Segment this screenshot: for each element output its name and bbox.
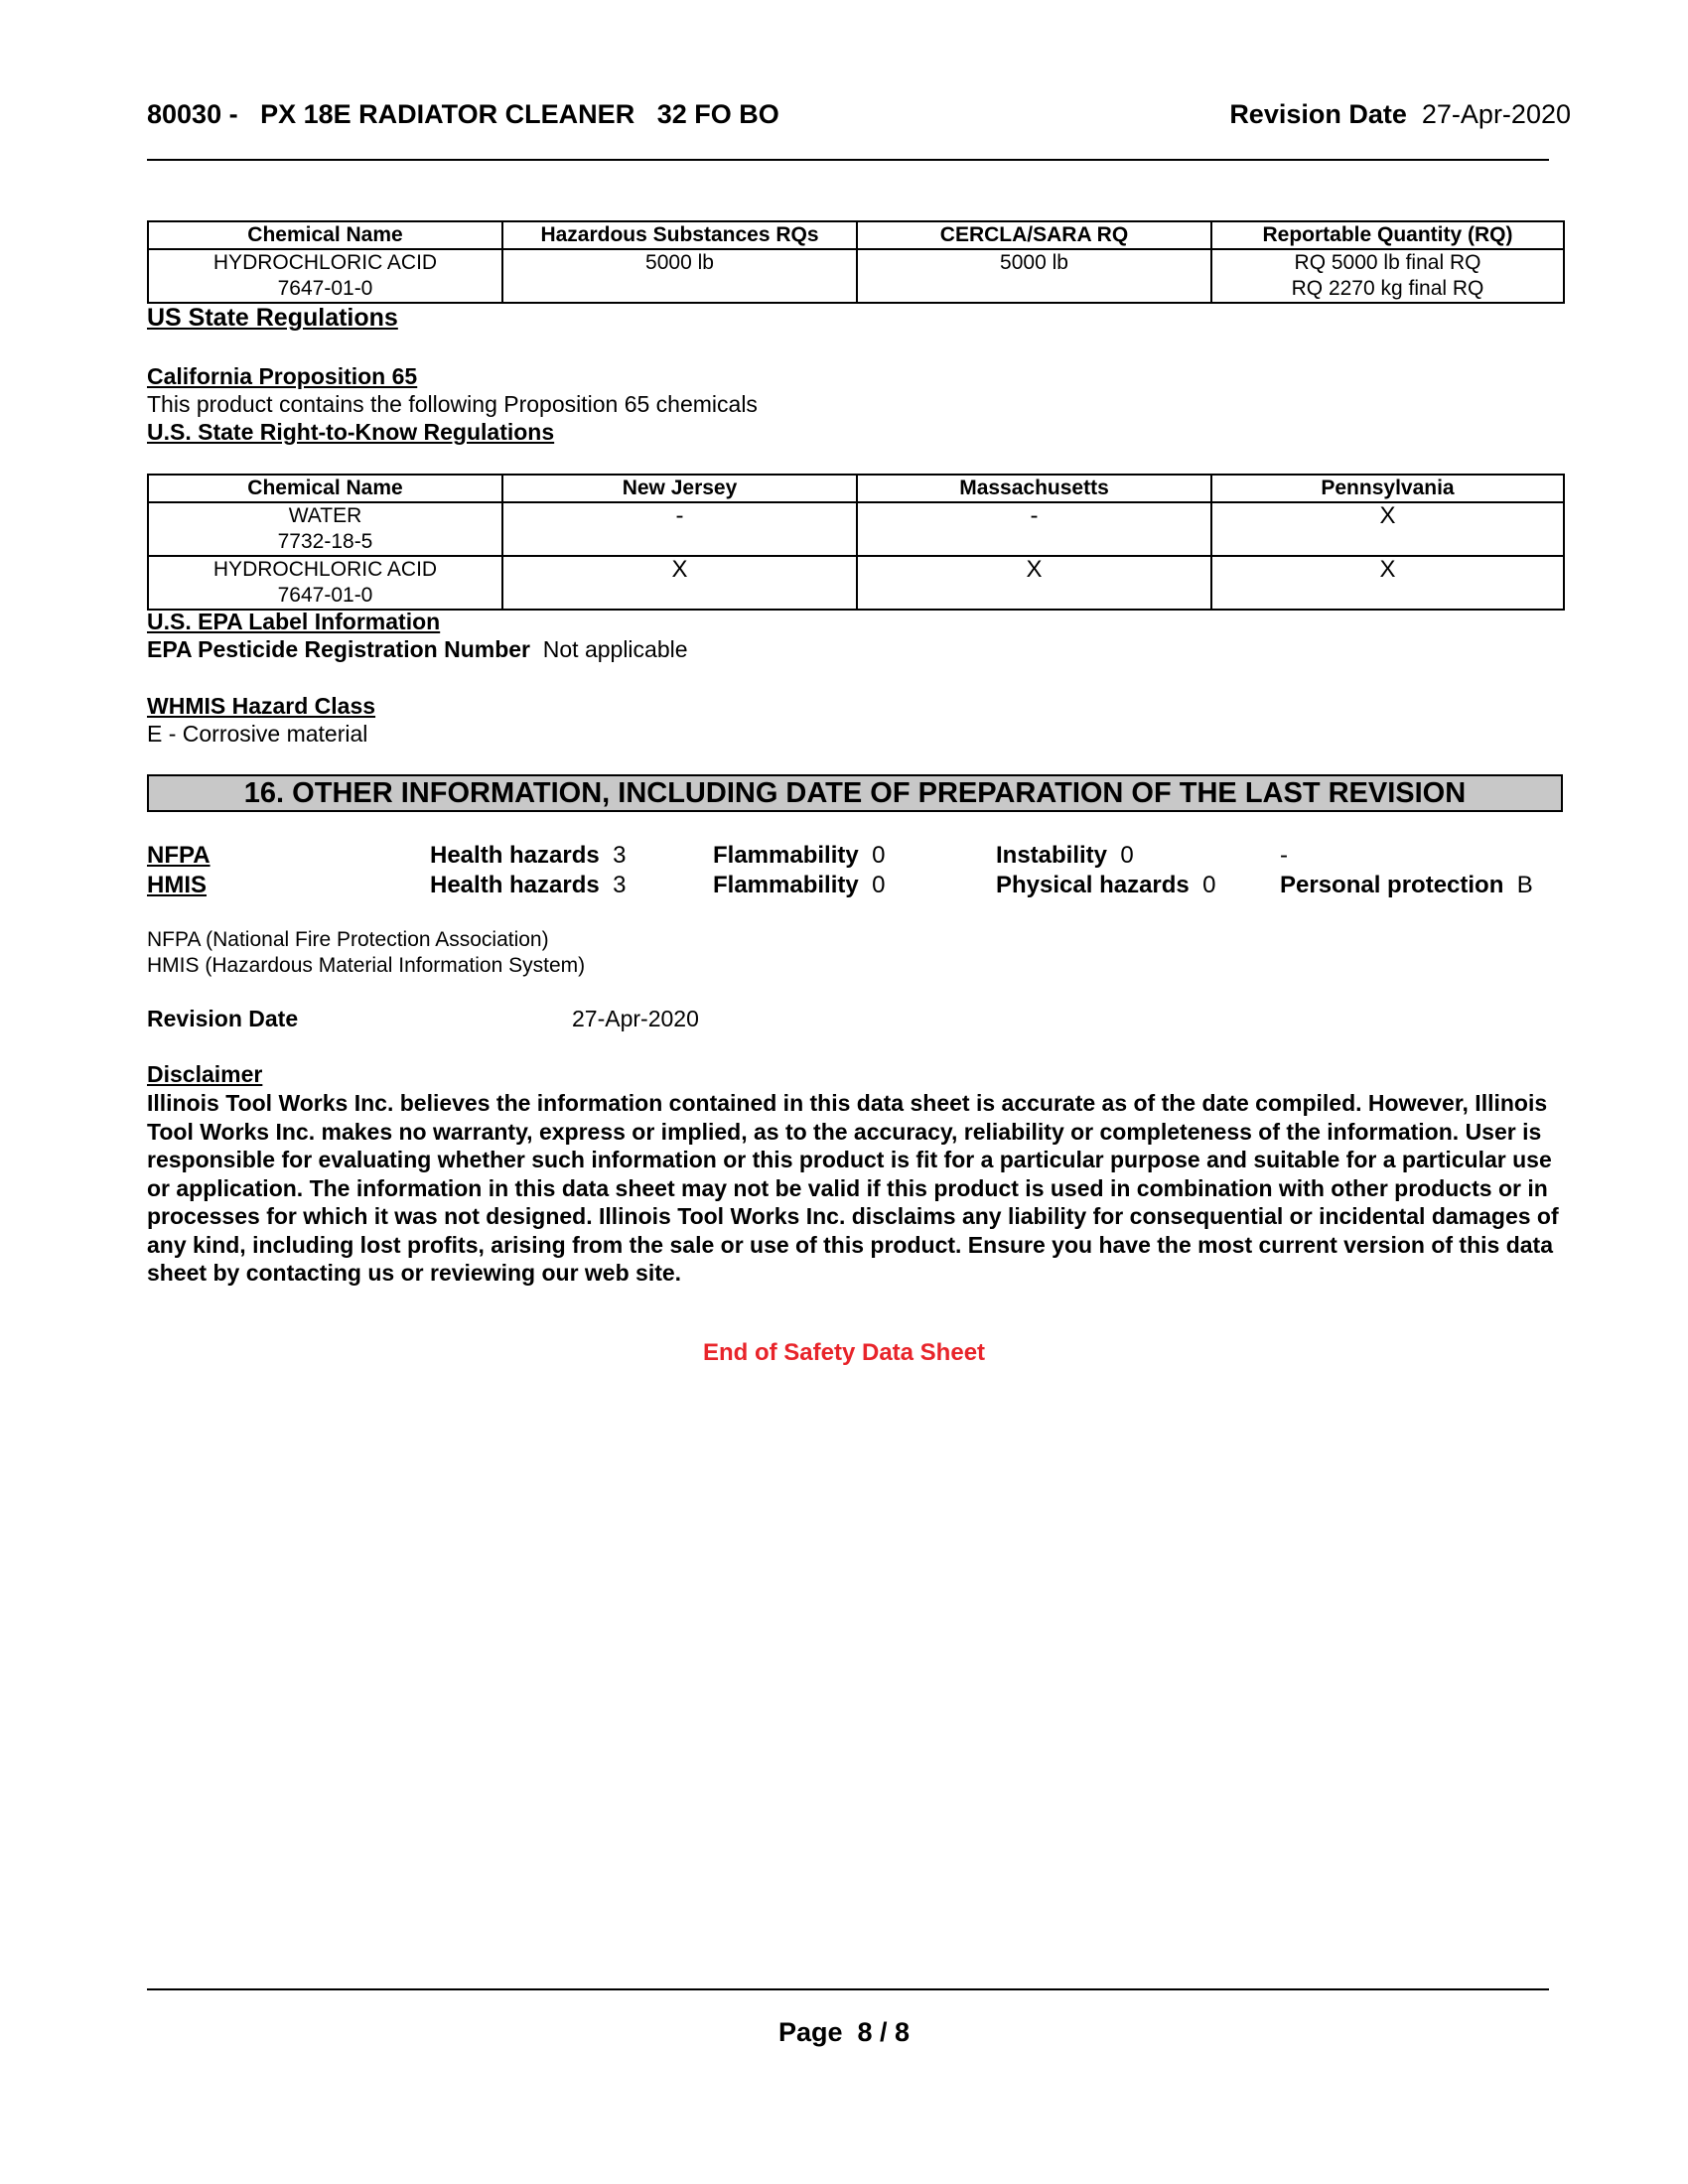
right-to-know-title: U.S. State Right-to-Know Regulations — [147, 419, 555, 445]
massachusetts-cell: X — [857, 556, 1211, 610]
nfpa-definition: NFPA (National Fire Protection Association) — [147, 928, 549, 951]
header-rule — [147, 159, 1549, 161]
reportable-quantity-table — [147, 220, 1565, 304]
hmis-personal-protection: Personal protection B — [1280, 872, 1533, 898]
product-name: PX 18E RADIATOR CLEANER 32 FO BO — [260, 99, 779, 129]
end-of-sheet: End of Safety Data Sheet — [702, 1339, 986, 1366]
prop65-text: This product contains the following Proposition 65 chemicals — [147, 391, 758, 417]
table-row — [148, 556, 1564, 610]
document-header-product — [147, 99, 779, 130]
chemical-name-cell: HYDROCHLORIC ACID 7647-01-0 — [148, 249, 502, 303]
column-header: Massachusetts — [857, 475, 1211, 502]
reportable-quantity-cell: RQ 5000 lb final RQ RQ 2270 kg final RQ — [1211, 249, 1564, 303]
hmis-physical: Physical hazards 0 — [996, 872, 1216, 898]
nfpa-extra: - — [1280, 842, 1288, 869]
whmis-title: WHMIS Hazard Class — [147, 693, 376, 719]
document-header-revision — [1229, 99, 1571, 130]
column-header: Chemical Name — [148, 221, 502, 249]
nfpa-health: Health hazards 3 — [430, 842, 627, 869]
revision-date-value: 27-Apr-2020 — [1421, 99, 1571, 129]
column-header: CERCLA/SARA RQ — [857, 221, 1211, 249]
epa-registration — [147, 636, 688, 663]
product-code: 80030 — [147, 99, 222, 129]
pennsylvania-cell: X — [1211, 502, 1564, 556]
nfpa-label: NFPA — [147, 842, 211, 869]
chemical-name-cell: HYDROCHLORIC ACID 7647-01-0 — [148, 556, 502, 610]
disclaimer-title: Disclaimer — [147, 1061, 263, 1087]
revision-date-label-2: Revision Date — [147, 1006, 299, 1031]
page-number: Page 8 / 8 — [777, 2017, 911, 2047]
table-header-row — [148, 475, 1564, 502]
revision-date-label: Revision Date — [1229, 99, 1407, 129]
epa-registration-value: Not applicable — [542, 636, 688, 662]
header-separator: - — [228, 99, 238, 129]
table-row — [148, 502, 1564, 556]
table-row — [148, 249, 1564, 303]
new-jersey-cell: X — [502, 556, 857, 610]
whmis-value: E - Corrosive material — [147, 721, 368, 747]
hmis-label: HMIS — [147, 872, 207, 898]
massachusetts-cell: - — [857, 502, 1211, 556]
revision-date-value-2: 27-Apr-2020 — [572, 1006, 699, 1031]
disclaimer-text: Illinois Tool Works Inc. believes the information contained in this data sheet is accurate as of the date compiled. However, Illinois Tool Works Inc. makes no warranty, express or implied, as to the accuracy, reliability or completeness of the information. User is responsible for evaluating whether such information or this product is fit for a particular purpose and suitable for a particular use or application. The information in this data sheet may not be valid if this product is used in combination with other products or in processes for which it was not designed. Illinois Tool Works Inc. disclaims any liability for consequential or incidental damages of any kind, including lost profits, arising from the sale or use of this product. Ensure you have the most current version of this data sheet by contacting us or reviewing our web site. — [147, 1090, 1559, 1286]
footer-rule — [147, 1988, 1549, 1990]
column-header: Reportable Quantity (RQ) — [1211, 221, 1564, 249]
hmis-flammability: Flammability 0 — [713, 872, 886, 898]
section-16-banner: 16. OTHER INFORMATION, INCLUDING DATE OF PREPARATION OF THE LAST REVISION — [147, 774, 1563, 812]
column-header: New Jersey — [502, 475, 857, 502]
epa-registration-label: EPA Pesticide Registration Number — [147, 636, 530, 662]
column-header: Chemical Name — [148, 475, 502, 502]
prop65-title: California Proposition 65 — [147, 363, 418, 389]
column-header: Hazardous Substances RQs — [502, 221, 857, 249]
hmis-definition: HMIS (Hazardous Material Information System) — [147, 954, 586, 977]
hmis-health: Health hazards 3 — [430, 872, 627, 898]
new-jersey-cell: - — [502, 502, 857, 556]
pennsylvania-cell: X — [1211, 556, 1564, 610]
us-state-regulations-title: US State Regulations — [147, 304, 398, 332]
nfpa-instability: Instability 0 — [996, 842, 1134, 869]
table-header-row — [148, 221, 1564, 249]
right-to-know-table — [147, 474, 1565, 611]
epa-label-title: U.S. EPA Label Information — [147, 609, 441, 634]
cercla-rq-cell: 5000 lb — [857, 249, 1211, 303]
column-header: Pennsylvania — [1211, 475, 1564, 502]
nfpa-flammability: Flammability 0 — [713, 842, 886, 869]
chemical-name-cell: WATER 7732-18-5 — [148, 502, 502, 556]
hazardous-rq-cell: 5000 lb — [502, 249, 857, 303]
